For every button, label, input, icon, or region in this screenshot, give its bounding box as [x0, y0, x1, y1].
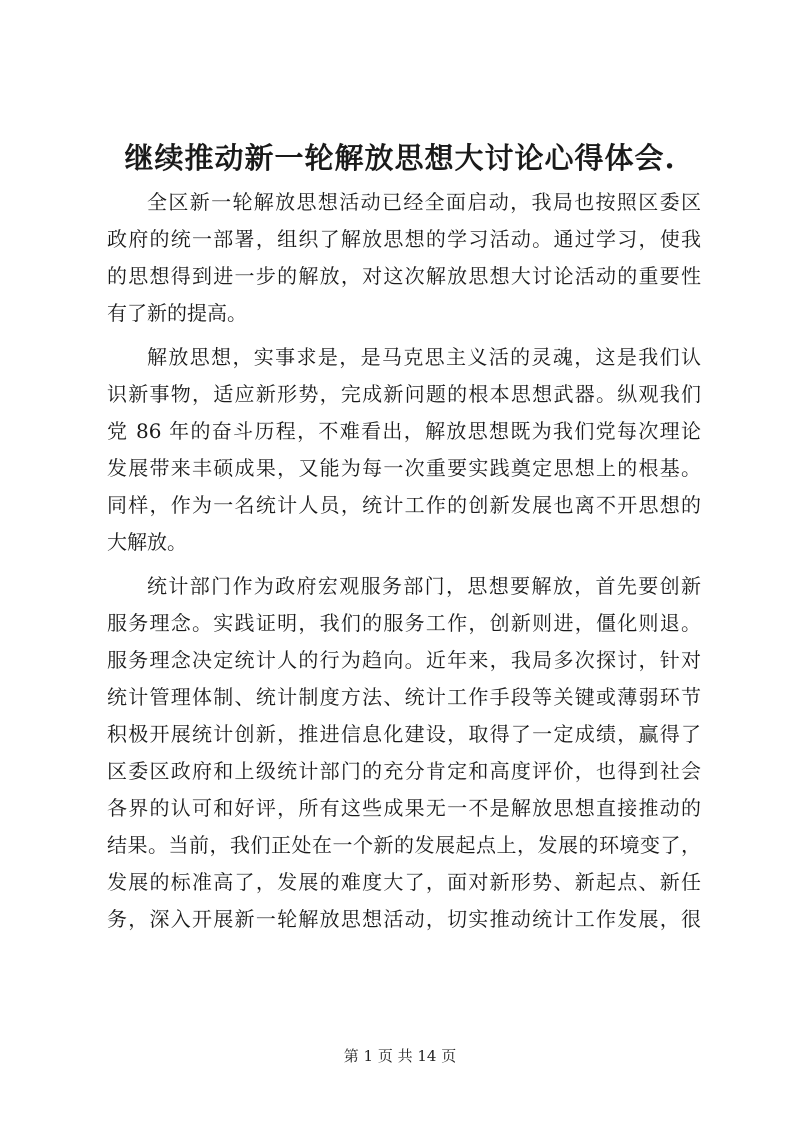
paragraph-line: 政府的统一部署，组织了解放思想的学习活动。通过学习，使我: [107, 227, 701, 251]
page-footer: 第 1 页 共 14 页: [343, 1047, 457, 1065]
paragraph-line: 积极开展统计创新，推进信息化建设，取得了一定成绩，赢得了: [107, 722, 701, 746]
paragraph-line: 全区新一轮解放思想活动已经全面启动，我局也按照区委区: [147, 190, 701, 214]
paragraph-line: 服务理念。实践证明，我们的服务工作，创新则进，僵化则退。: [107, 611, 701, 635]
paragraph-1: [107, 184, 701, 332]
paragraph-line: 区委区政府和上级统计部门的充分肯定和高度评价，也得到社会: [107, 759, 701, 783]
paragraph-2: [107, 339, 701, 561]
paragraph-line: 发展带来丰硕成果，又能为每一次重要实践奠定思想上的根基。: [107, 456, 701, 480]
paragraph-line: 同样，作为一名统计人员，统计工作的创新发展也离不开思想的: [107, 493, 701, 517]
paragraph-line: 解放思想，实事求是，是马克思主义活的灵魂，这是我们认: [147, 345, 701, 369]
paragraph-line: 各界的认可和好评，所有这些成果无一不是解放思想直接推动的: [107, 796, 701, 820]
paragraph-line: 的思想得到进一步的解放，对这次解放思想大讨论活动的重要性: [107, 264, 701, 288]
paragraph-line: 识新事物，适应新形势，完成新问题的根本思想武器。纵观我们: [107, 382, 701, 406]
paragraph-line: 服务理念决定统计人的行为趋向。近年来，我局多次探讨，针对: [107, 648, 701, 672]
paragraph-line: 大解放。: [107, 530, 187, 554]
paragraph-line: 务，深入开展新一轮解放思想活动，切实推动统计工作发展，很: [107, 907, 701, 931]
paragraph-line: 党 86 年的奋斗历程，不难看出，解放思想既为我们党每次理论: [107, 419, 701, 443]
paragraph-line: 统计部门作为政府宏观服务部门，思想要解放，首先要创新: [147, 574, 701, 598]
paragraph-line: 有了新的提高。: [107, 301, 247, 325]
paragraph-line: 结果。当前，我们正处在一个新的发展起点上，发展的环境变了，: [107, 833, 701, 857]
document-body: [107, 184, 701, 945]
paragraph-3: [107, 568, 701, 938]
paragraph-line: 统计管理体制、统计制度方法、统计工作手段等关键或薄弱环节: [107, 685, 701, 709]
document-title: 继续推动新一轮解放思想大讨论心得体会.: [124, 141, 676, 175]
paragraph-line: 发展的标准高了，发展的难度大了，面对新形势、新起点、新任: [107, 870, 701, 894]
